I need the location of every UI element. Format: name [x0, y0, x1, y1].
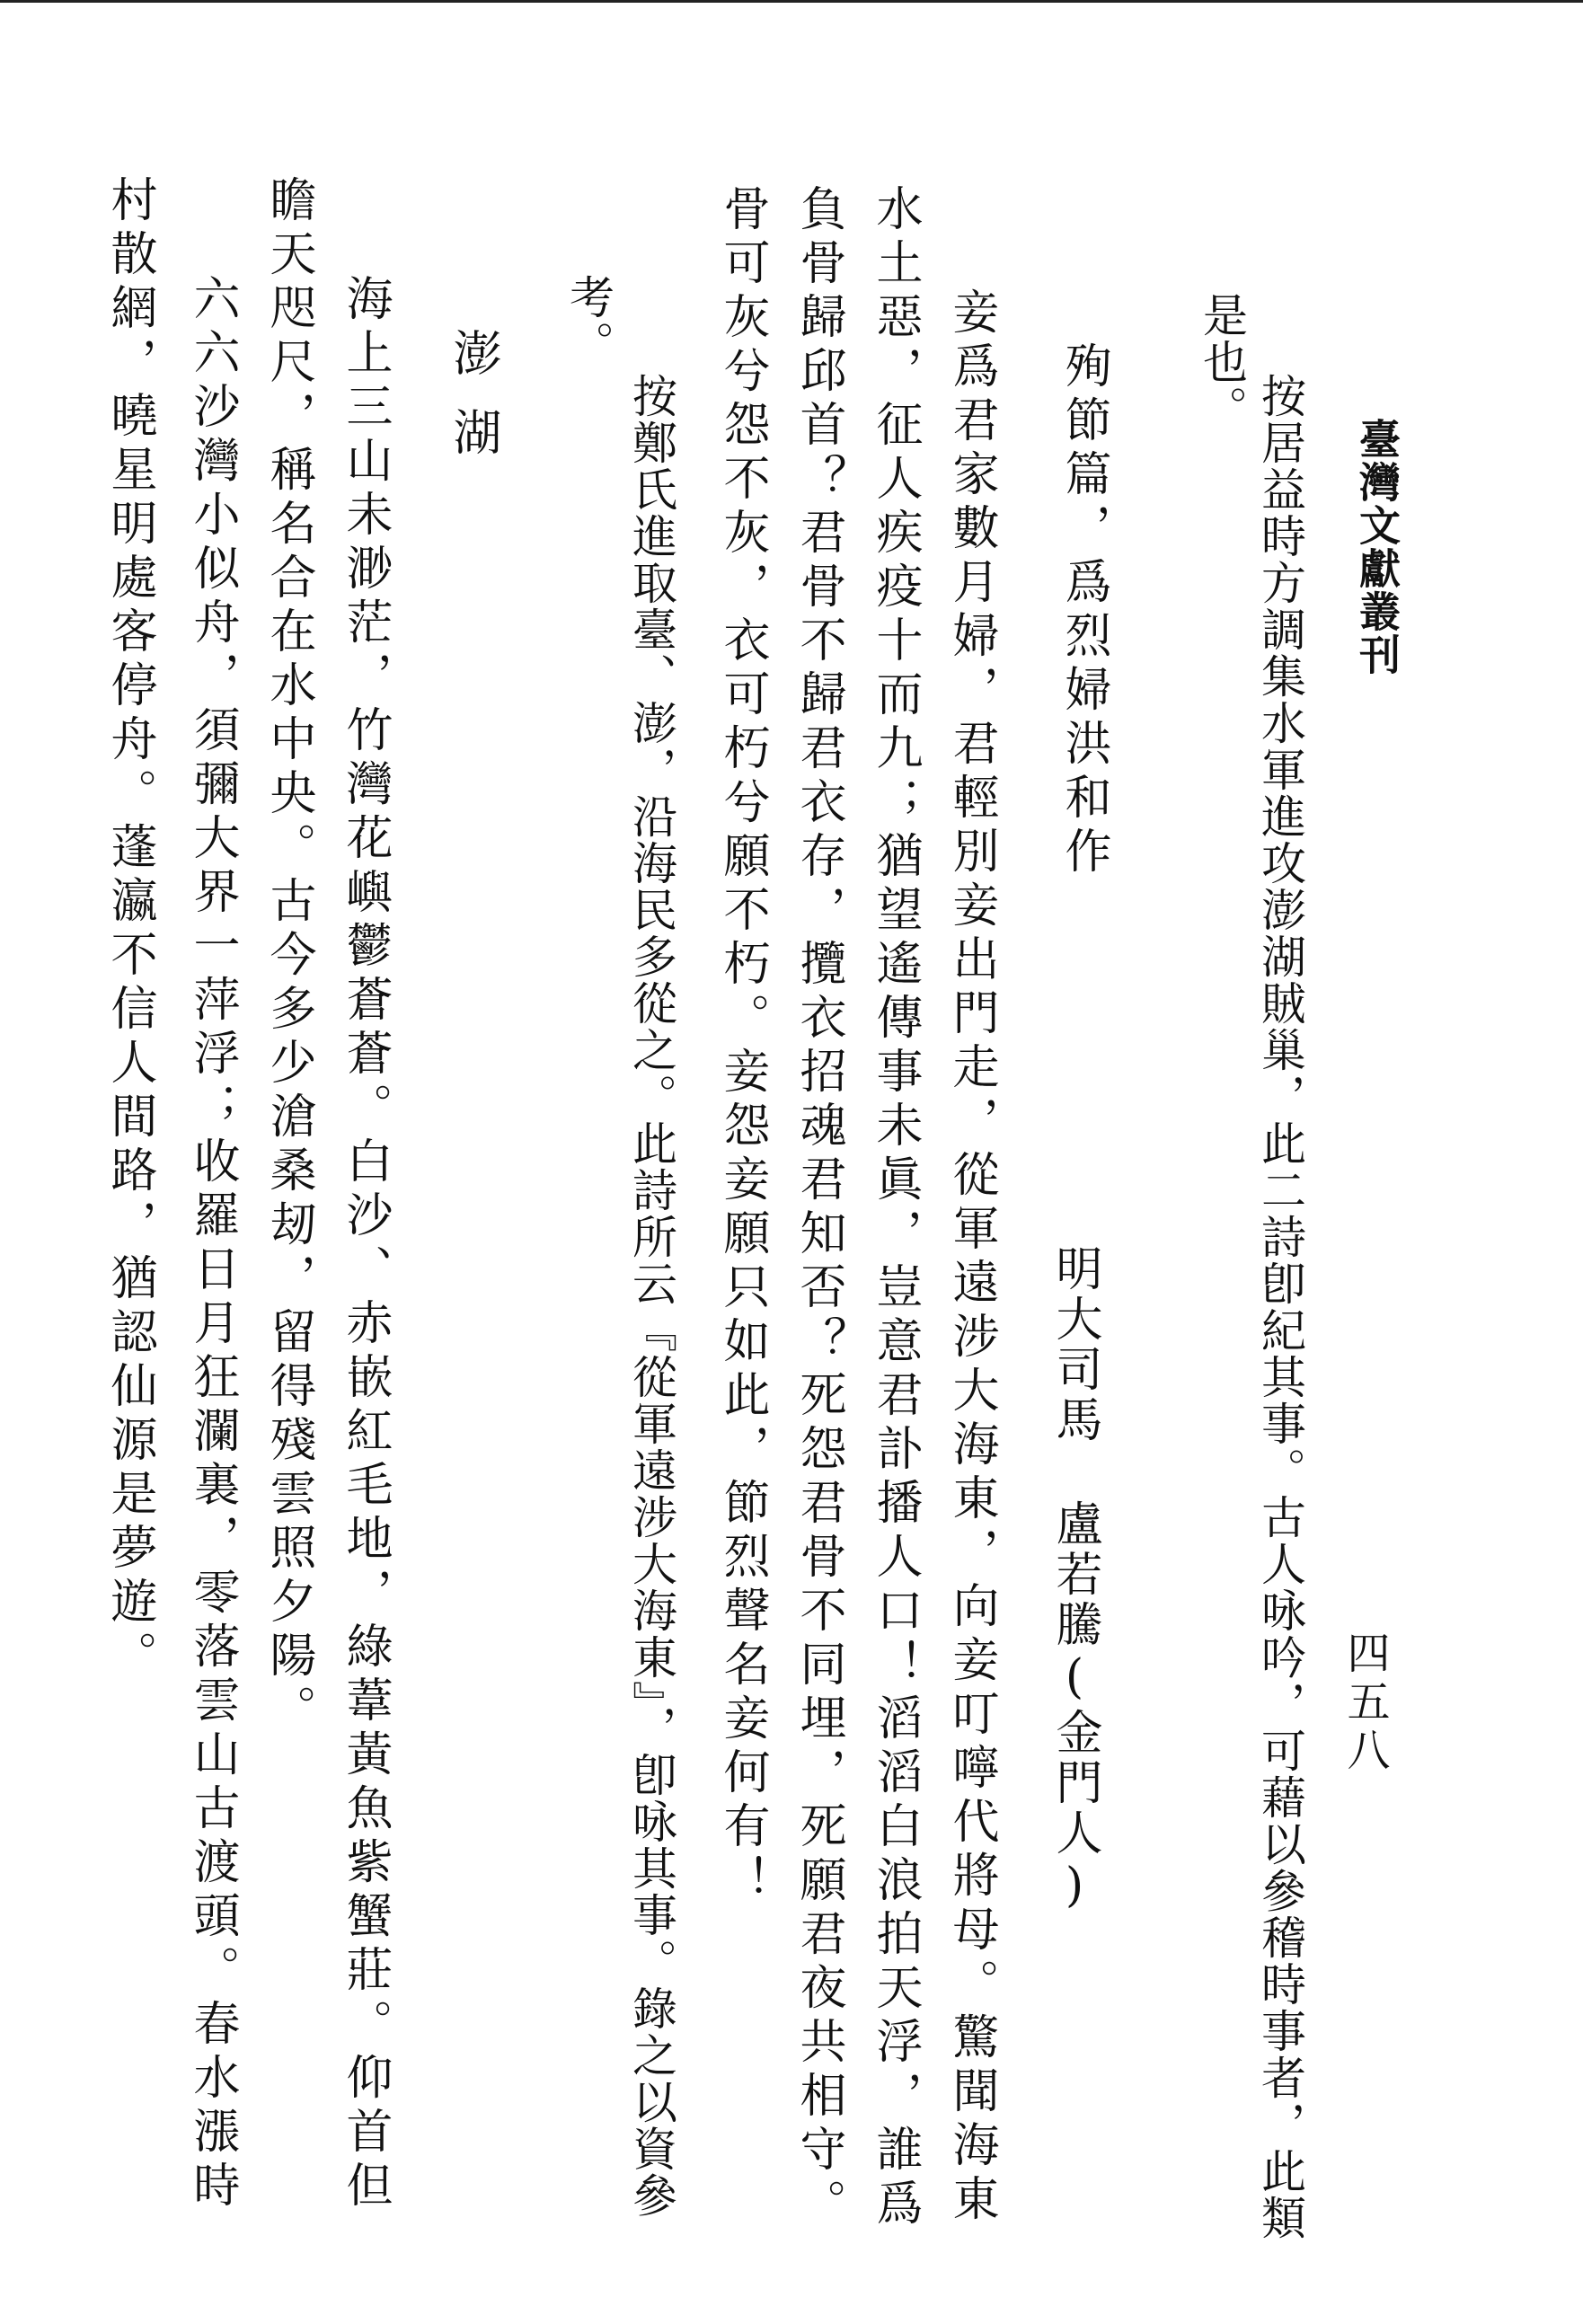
poem-1-author-dynasty: 明大司馬 [1048, 1244, 1101, 1445]
poem-1-author [1048, 1244, 1101, 1916]
poem-1-line-2: 水土惡，征人疾疫十而九；猶望遙傳事未眞，豈意君訃播人口！滔滔白浪拍天浮，誰爲 [868, 184, 922, 2232]
poem-2-title: 澎湖 [446, 328, 502, 486]
poem-2-line-1: 海上三山未渺茫，竹灣花嶼鬱蒼蒼。白沙、赤嵌紅毛地，綠葦黃魚紫蟹莊。仰首但 [338, 274, 392, 2214]
poem-2-line-3: 六六沙灣小似舟，須彌大界一萍浮；收羅日月狂瀾裏，零落雲山古渡頭。春水漲時 [185, 274, 239, 2214]
page-number: 四五八 [1340, 1630, 1390, 1776]
poem-1-title: 殉節篇，爲烈婦洪和作 [1057, 341, 1110, 880]
running-head-book-title: 臺灣文獻叢刊 [1353, 418, 1402, 676]
poem-2-line-2: 瞻天咫尺，稱名合在水中央。古今多少滄桑刼，留得殘雲照夕陽。 [261, 175, 315, 1738]
note-2-line-2: 考。 [562, 274, 615, 367]
poem-1-line-1: 妾爲君家數月婦，君輕別妾出門走，從軍遠涉大海東，向妾叮嚀代將母。驚聞海東 [944, 287, 998, 2228]
poem-1-author-name: 盧若騰(金門人) [1048, 1499, 1101, 1916]
poem-2-line-4: 村散網，曉星明處客停舟。蓬瀛不信人間路，猶認仙源是夢遊。 [102, 175, 156, 1684]
poem-1-line-4: 骨可灰兮怨不灰，衣可朽兮願不朽。妾怨妾願只如此，節烈聲名妾何有！ [715, 184, 769, 1909]
note-1-line-1: 按居益時方調集水軍進攻澎湖賊巢，此二詩卽紀其事。古人咏吟，可藉以參稽時事者，此類 [1254, 373, 1306, 2241]
note-1-line-2: 是也。 [1196, 292, 1248, 432]
top-border-line [0, 0, 1583, 3]
poem-1-line-3: 負骨歸邱首？君骨不歸君衣存，攬衣招魂君知否？死怨君骨不同埋，死願君夜共相守。 [792, 184, 845, 2232]
note-2-line-1: 按鄭氏進取臺、澎，沿海民多從之。此詩所云『從軍遠涉大海東』，卽咏其事。錄之以資參 [625, 373, 677, 2219]
